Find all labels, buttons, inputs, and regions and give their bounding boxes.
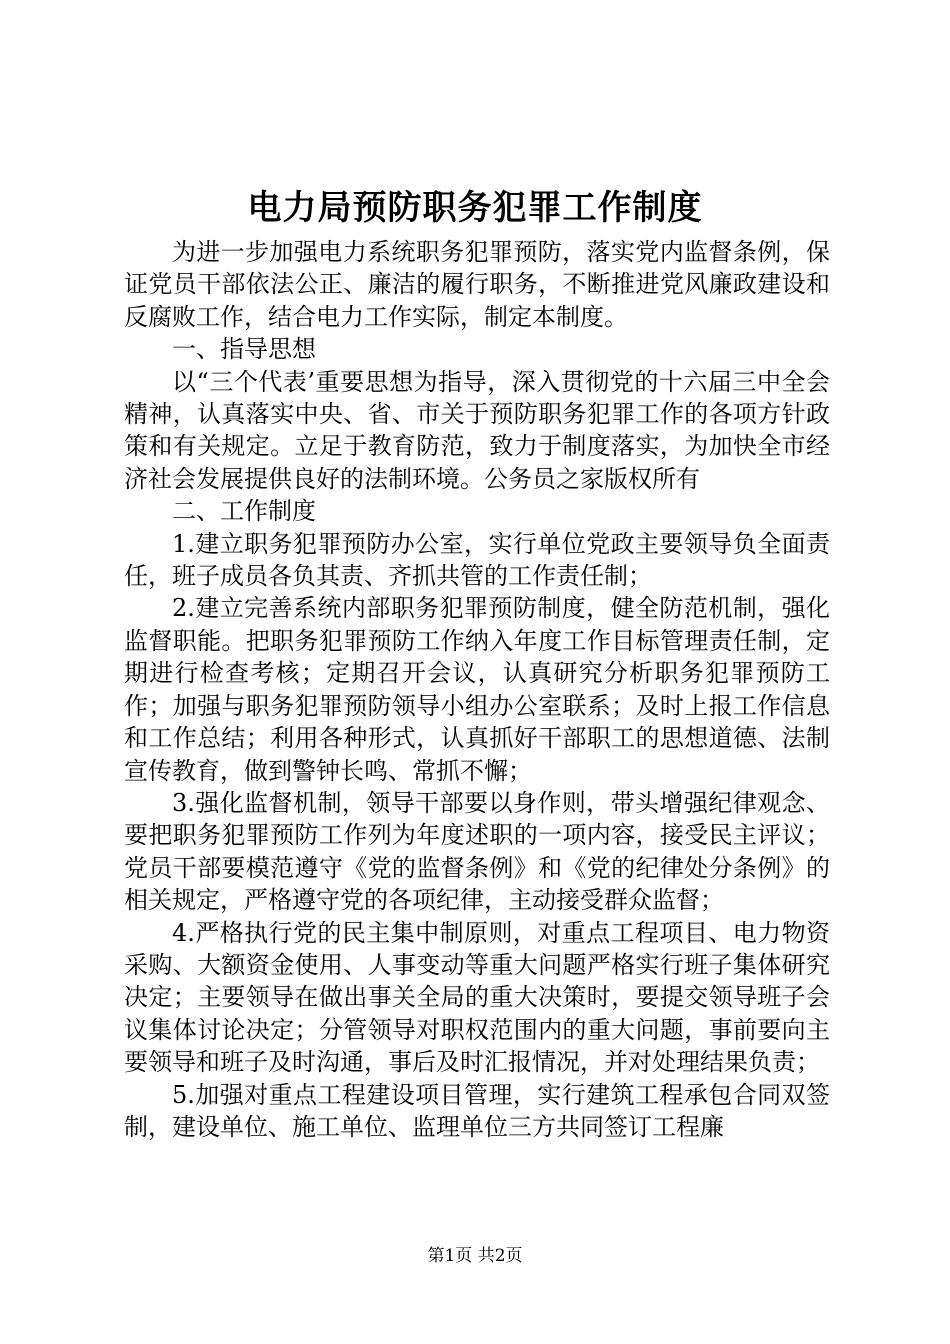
document-body xyxy=(124,236,830,1143)
section-heading-guiding-thought: 一、指导思想 xyxy=(172,335,316,364)
rule-item-2: 2.建立完善系统内部职务犯罪预防制度，健全防范机制，强化监督职能。把职务犯罪预防工作纳入年度工作目标管理责任制，定期进行检查考核；定期召开会议，认真研究分析职务犯罪预防工作；加强与职务犯罪预防领导小组办公室联系；及时上报工作信息和工作总结；利用各种形式，认真抓好干部职工的思想道德、法制宣传教育，做到警钟长鸣、常抓不懈； xyxy=(124,594,830,785)
page-number-footer: 第1页 共2页 xyxy=(427,1246,523,1266)
section-heading-work-system: 二、工作制度 xyxy=(172,497,316,526)
rule-item-4: 4.严格执行党的民主集中制原则，对重点工程项目、电力物资采购、大额资金使用、人事变动等重大问题严格实行班子集体研究决定；主要领导在做出事关全局的重大决策时，要提交领导班子会议集体讨论决定；分管领导对职权范围内的重大问题，事前要向主要领导和班子及时沟通，事后及时汇报情况，并对处理结果负责； xyxy=(124,918,830,1077)
rule-item-5: 5.加强对重点工程建设项目管理，实行建筑工程承包合同双签制，建设单位、施工单位、监理单位三方共同签订工程廉 xyxy=(124,1080,830,1141)
guiding-thought-paragraph: 以“三个代表’重要思想为指导，深入贯彻党的十六届三中全会精神，认真落实中央、省、市关于预防职务犯罪工作的各项方针政策和有关规定。立足于教育防范，致力于制度落实，为加快全市经济社会发展提供良好的法制环境。公务员之家版权所有 xyxy=(124,367,830,493)
document-title: 电力局预防职务犯罪工作制度 xyxy=(247,188,703,228)
rule-item-1: 1.建立职务犯罪预防办公室，实行单位党政主要领导负全面责任，班子成员各负其责、齐抓共管的工作责任制； xyxy=(124,529,830,591)
intro-paragraph: 为进一步加强电力系统职务犯罪预防，落实党内监督条例，保证党员干部依法公正、廉洁的履行职务，不断推进党风廉政建设和反腐败工作，结合电力工作实际，制定本制度。 xyxy=(124,238,830,331)
rule-item-3: 3.强化监督机制，领导干部要以身作则，带头增强纪律观念、要把职务犯罪预防工作列为年度述职的一项内容，接受民主评议；党员干部要模范遵守《党的监督条例》和《党的纪律处分条例》的相关规定，严格遵守党的各项纪律，主动接受群众监督； xyxy=(124,788,830,915)
